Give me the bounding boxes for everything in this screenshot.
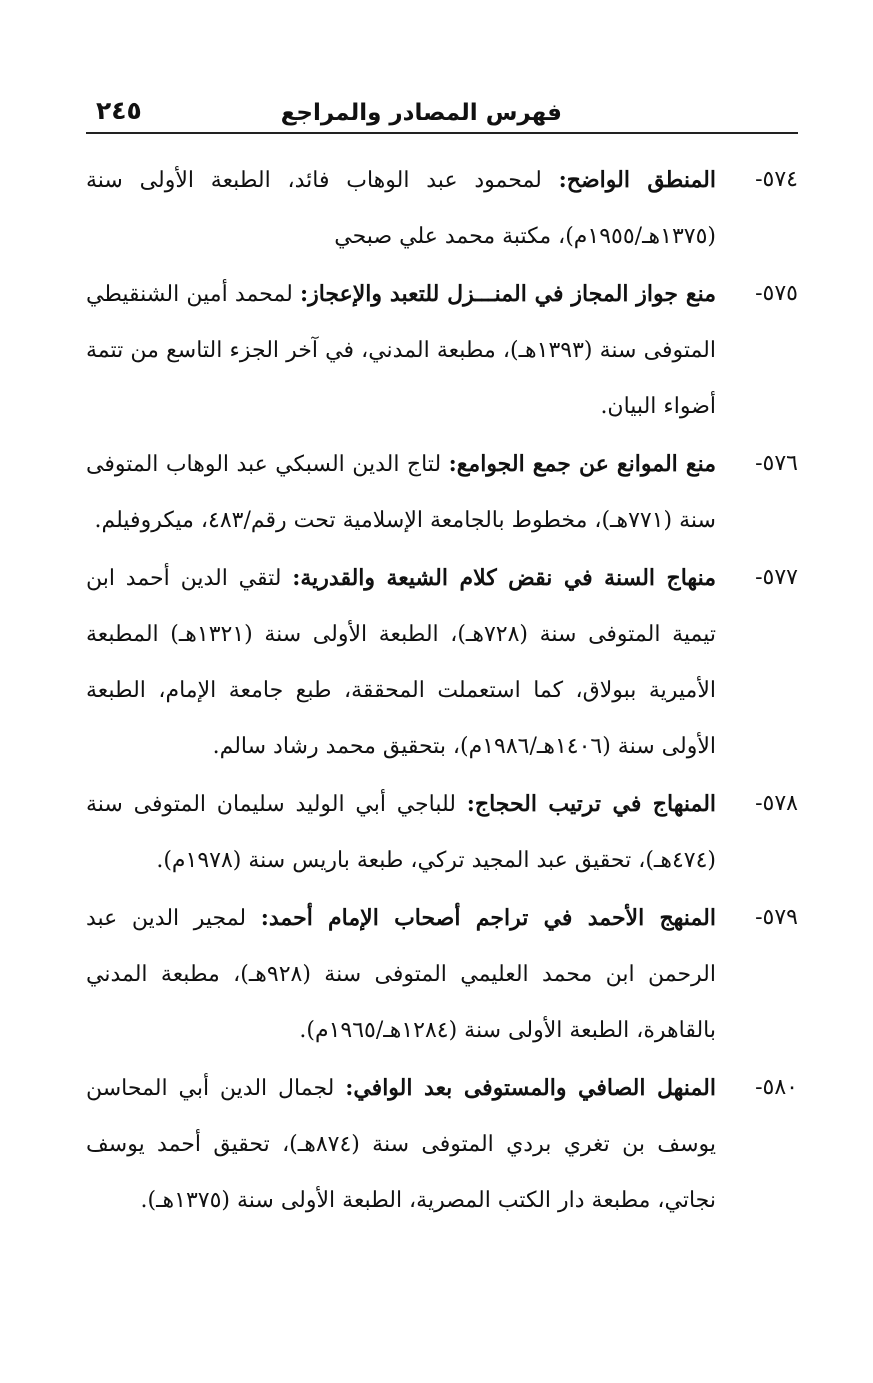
running-title: فهرس المصادر والمراجع [280, 100, 562, 126]
entry-number: ٥٧٨- [755, 791, 798, 816]
entry-title: منهاج السنة في نقض كلام الشيعة والقدرية: [292, 565, 716, 591]
entry-text: لجمال الدين أبي المحاسن يوسف بن تغري بردي المتوفى سنة (٨٧٤هـ)، تحقيق أحمد يوسف نجاتي، مطبعة دار الكتب المصرية، الطبعة الأولى سنة (١٣٧٥هـ). [86, 1076, 716, 1213]
entry-title: المنهل الصافي والمستوفى بعد الوافي: [345, 1075, 716, 1101]
entry-number: ٥٧٧- [755, 565, 798, 590]
page-number: ٢٤٥ [96, 96, 142, 125]
entry-title: المنطق الواضح: [558, 167, 716, 193]
running-header [86, 92, 798, 134]
entry-number: ٥٧٤- [755, 167, 798, 192]
entry-text: لتقي الدين أحمد ابن تيمية المتوفى سنة (٧٢٨هـ)، الطبعة الأولى سنة (١٣٢١هـ) المطبعة الأميرية ببولاق، كما استعملت المحققة، طبع جامعة الإمام، الطبعة الأولى سنة (١٤٠٦هـ/١٩٨٦م)، بتحقيق محمد رشاد سالم. [86, 566, 716, 759]
entry-number: ٥٧٦- [755, 451, 798, 476]
bibliography-entry-580 [86, 1060, 798, 1229]
entry-text: للباجي أبي الوليد سليمان المتوفى سنة (٤٧٤هـ)، تحقيق عبد المجيد تركي، طبعة باريس سنة (١٩٧٨م). [86, 792, 716, 873]
entry-text: لمجير الدين عبد الرحمن ابن محمد العليمي المتوفى سنة (٩٢٨هـ)، مطبعة المدني بالقاهرة، الطبعة الأولى سنة (١٢٨٤هـ/١٩٦٥م). [86, 906, 716, 1043]
entry-text: لتاج الدين السبكي عبد الوهاب المتوفى سنة (٧٧١هـ)، مخطوط بالجامعة الإسلامية تحت رقم/٤٨٣، ميكروفيلم. [86, 452, 716, 533]
bibliography-entry-576 [86, 436, 798, 549]
entry-title: المنهاج في ترتيب الحجاج: [466, 791, 717, 817]
bibliography-entry-575 [86, 266, 798, 435]
bibliography-entry-574 [86, 152, 798, 265]
entry-number: ٥٨٠- [755, 1075, 798, 1100]
bibliography-list [86, 152, 798, 1229]
book-page [86, 92, 798, 1230]
bibliography-entry-579 [86, 890, 798, 1059]
bibliography-entry-578 [86, 776, 798, 889]
entry-text: لمحمد أمين الشنقيطي المتوفى سنة (١٣٩٣هـ)، مطبعة المدني، في آخر الجزء التاسع من تتمة أضواء البيان. [86, 282, 716, 419]
entry-text: لمحمود عبد الوهاب فائد، الطبعة الأولى سنة (١٣٧٥هـ/١٩٥٥م)، مكتبة محمد علي صبحي [86, 168, 716, 249]
bibliography-entry-577 [86, 550, 798, 775]
entry-title: منع الموانع عن جمع الجوامع: [448, 451, 717, 477]
entry-number: ٥٧٩- [755, 905, 798, 930]
entry-number: ٥٧٥- [755, 281, 798, 306]
entry-title: منع جواز المجاز في المنـــزل للتعبد والإعجاز: [299, 281, 716, 307]
entry-title: المنهج الأحمد في تراجم أصحاب الإمام أحمد: [260, 905, 716, 931]
